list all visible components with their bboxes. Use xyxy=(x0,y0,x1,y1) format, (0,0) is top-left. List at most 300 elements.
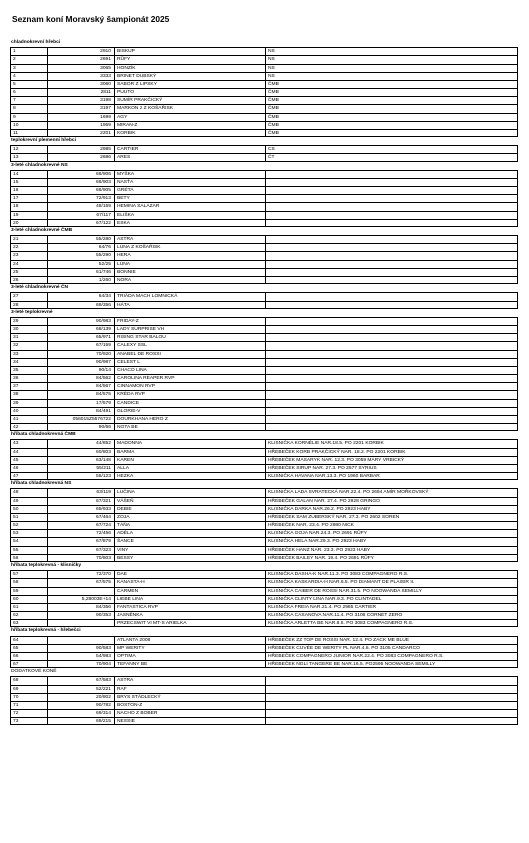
registration-number-cell: 90/987 xyxy=(47,358,114,366)
horse-name-cell: BARMA xyxy=(114,448,265,456)
section-label: hříbata teplokrevná - hřebečci xyxy=(11,628,81,634)
registration-number-cell: 66/905 xyxy=(47,186,114,194)
row-number-cell: 72 xyxy=(10,709,47,717)
table-row xyxy=(10,186,519,194)
horse-name-cell: ADÉLA xyxy=(114,529,265,537)
table-row xyxy=(10,317,519,325)
horse-name-cell: BRYS STÁDLECKÝ xyxy=(114,693,265,701)
registration-number-cell: 55/280 xyxy=(47,235,114,243)
row-number-cell: 63 xyxy=(10,619,47,627)
note-cell: NS xyxy=(265,72,518,80)
horse-name-cell: CANDICE xyxy=(114,399,265,407)
horse-name-cell: ASTRA xyxy=(114,235,265,243)
horse-name-cell: BONNIE xyxy=(114,268,265,276)
note-cell xyxy=(265,186,518,194)
horse-name-cell: ŠANCE xyxy=(114,537,265,545)
horse-name-cell: RŮFY xyxy=(114,55,265,63)
row-number-cell: 9 xyxy=(10,113,47,121)
row-number-cell: 69 xyxy=(10,685,47,693)
table-row xyxy=(10,439,519,447)
registration-number-cell xyxy=(47,619,114,627)
note-cell: HŘEBEČEK BAILEY NAR. 19.4. PO 2691 RŮFY xyxy=(265,554,518,562)
registration-number-cell: 90/583 xyxy=(47,644,114,652)
row-number-cell: 67 xyxy=(10,660,47,668)
registration-number-cell: 67/159 xyxy=(47,341,114,349)
table-row xyxy=(10,72,519,80)
table-row xyxy=(10,709,519,717)
table-row xyxy=(10,325,519,333)
registration-number-cell: 55/211 xyxy=(47,464,114,472)
registration-number-cell: 1/260 xyxy=(47,276,114,284)
registration-number-cell: 67/117 xyxy=(47,211,114,219)
section-header xyxy=(10,227,519,235)
table-row xyxy=(10,472,519,480)
note-cell: HŘEBEČEK MASARYK NAR. 12.3. PO 3059 MARY VRBICKÝ xyxy=(265,456,518,464)
note-cell: HŘEBEČEK CUVÉE DE WERITY PL NAR.4.6. PO 3105 CANDARCO xyxy=(265,644,518,652)
row-number-cell: 50 xyxy=(10,505,47,513)
registration-number-cell: 70/904 xyxy=(47,660,114,668)
registration-number-cell: 90/14 xyxy=(47,366,114,374)
registration-number-cell: 3060 xyxy=(47,80,114,88)
horse-name-cell: KRÉDA RVP xyxy=(114,390,265,398)
note-cell: HŘEBEČEK COMPAGNERO JUNIOR NAR.22.4. PO 3083 COMPAGNERO R.S. xyxy=(265,652,518,660)
horse-name-cell: DOURKHANA HERO Z xyxy=(114,415,265,423)
table-row xyxy=(10,243,519,251)
section-label: 3-leté chladnokrevné ČMB xyxy=(11,227,73,233)
registration-number-cell xyxy=(47,636,114,644)
horse-name-cell: CHACO LINA xyxy=(114,366,265,374)
horse-name-cell: CALEXY SSL xyxy=(114,341,265,349)
registration-number-cell: 3197 xyxy=(47,104,114,112)
note-cell: NS xyxy=(265,55,518,63)
row-number-cell: 47 xyxy=(10,472,47,480)
horse-name-cell: ZOJA xyxy=(114,513,265,521)
section-label: teplokrevní plemenní hřebci xyxy=(11,138,76,144)
note-cell: HŘEBEČEK KORB PRAKČICKÝ NAR. 18.2. PO 2201 KORBIK xyxy=(265,448,518,456)
horse-name-cell: CAROLINA REAPER RVP xyxy=(114,374,265,382)
note-cell xyxy=(265,374,518,382)
row-number-cell: 21 xyxy=(10,235,47,243)
horse-name-cell: LIEBE LINA xyxy=(114,595,265,603)
registration-number-cell: 55/123 xyxy=(47,472,114,480)
registration-number-cell: 67/879 xyxy=(47,537,114,545)
note-cell xyxy=(265,333,518,341)
horse-name-cell: DEBIE xyxy=(114,505,265,513)
note-cell: ČMB xyxy=(265,129,518,137)
table-row xyxy=(10,145,519,153)
horse-name-cell: SUMÍR PRAKČICKÝ xyxy=(114,96,265,104)
note-cell xyxy=(265,260,518,268)
section-label: DODATKOVÉ KONĚ xyxy=(11,669,57,675)
table-row xyxy=(10,88,519,96)
table-row xyxy=(10,587,519,595)
note-cell: ČMB xyxy=(265,80,518,88)
registration-number-cell: 2811 xyxy=(47,88,114,96)
note-cell xyxy=(265,423,518,431)
table-row xyxy=(10,521,519,529)
note-cell: KLISNIČKA CLINTY LINA NAR.9.3. PO CLINTADEL xyxy=(265,595,518,603)
table-row xyxy=(10,456,519,464)
table-row xyxy=(10,423,519,431)
registration-number-cell: 55/290 xyxy=(47,251,114,259)
note-cell: HŘEBEČEK GALAN NAR. 27.4. PO 2928 GRINGO xyxy=(265,497,518,505)
registration-number-cell: 84/567 xyxy=(47,382,114,390)
note-cell xyxy=(265,178,518,186)
row-number-cell: 26 xyxy=(10,276,47,284)
note-cell: ČMB xyxy=(265,104,518,112)
row-number-cell: 17 xyxy=(10,194,47,202)
horse-name-cell: ARES xyxy=(114,153,265,161)
row-number-cell: 29 xyxy=(10,317,47,325)
horse-name-cell: BISKUP xyxy=(114,47,265,55)
table-row xyxy=(10,546,519,554)
row-number-cell: 46 xyxy=(10,464,47,472)
note-cell xyxy=(265,276,518,284)
horse-name-cell: NESSIE xyxy=(114,717,265,725)
registration-number-cell: 90/782 xyxy=(47,701,114,709)
row-number-cell: 53 xyxy=(10,529,47,537)
table-row xyxy=(10,578,519,586)
registration-number-cell: 67/321 xyxy=(47,497,114,505)
note-cell xyxy=(265,415,518,423)
row-number-cell: 19 xyxy=(10,211,47,219)
row-number-cell: 54 xyxy=(10,537,47,545)
table-row xyxy=(10,47,519,55)
horse-name-cell: AGY xyxy=(114,113,265,121)
note-cell xyxy=(265,194,518,202)
horse-name-cell: ALLA xyxy=(114,464,265,472)
registration-number-cell xyxy=(47,587,114,595)
note-cell xyxy=(265,211,518,219)
row-number-cell: 62 xyxy=(10,611,47,619)
registration-number-cell: 3198 xyxy=(47,96,114,104)
horse-name-cell: VINY xyxy=(114,546,265,554)
registration-number-cell: 69/356 xyxy=(47,301,114,309)
horse-name-cell: FRIDAY-Z xyxy=(114,317,265,325)
note-cell: KLISNIČKA KORNÉLIE NAR.18.5. PO 2201 KORBIK xyxy=(265,439,518,447)
note-cell: ČT xyxy=(265,153,518,161)
row-number-cell: 59 xyxy=(10,587,47,595)
horse-name-cell: FANTASTICA RVP xyxy=(114,603,265,611)
registration-number-cell: 64/76 xyxy=(47,243,114,251)
registration-number-cell: 65/971 xyxy=(47,333,114,341)
note-cell: KLISNIČKA DASHA-K NAR.11.3. PO 3083 COMPAGNERO R.S. xyxy=(265,570,518,578)
horse-name-cell: LUČINA xyxy=(114,488,265,496)
registration-number-cell: 44/852 xyxy=(47,439,114,447)
horse-name-cell: PUUTO xyxy=(114,88,265,96)
registration-number-cell: 54/983 xyxy=(47,652,114,660)
row-number-cell: 15 xyxy=(10,178,47,186)
table-row xyxy=(10,701,519,709)
horse-name-cell: BRINET DUBSKÝ xyxy=(114,72,265,80)
table-row xyxy=(10,513,519,521)
row-number-cell: 38 xyxy=(10,390,47,398)
registration-number-cell: 84/356 xyxy=(47,603,114,611)
table-row xyxy=(10,570,519,578)
note-cell: CS xyxy=(265,145,518,153)
row-number-cell: 57 xyxy=(10,570,47,578)
registration-number-cell: 64/34 xyxy=(47,292,114,300)
horse-name-cell: NASŤA xyxy=(114,178,265,186)
table-row xyxy=(10,366,519,374)
page-title: Seznam koní Moravský šampionát 2025 xyxy=(12,14,170,24)
row-number-cell: 40 xyxy=(10,407,47,415)
note-cell xyxy=(265,709,518,717)
registration-number-cell: 2201 xyxy=(47,129,114,137)
note-cell xyxy=(265,268,518,276)
section-header xyxy=(10,627,519,635)
table-row xyxy=(10,178,519,186)
horse-name-cell: TRIÁDA MACH LOMNICKÁ xyxy=(114,292,265,300)
table-row xyxy=(10,407,519,415)
row-number-cell: 55 xyxy=(10,546,47,554)
horse-name-cell: NOTA BE xyxy=(114,423,265,431)
row-number-cell: 73 xyxy=(10,717,47,725)
row-number-cell: 61 xyxy=(10,603,47,611)
row-number-cell: 20 xyxy=(10,219,47,227)
section-header xyxy=(10,562,519,570)
note-cell xyxy=(265,317,518,325)
note-cell xyxy=(265,251,518,259)
note-cell xyxy=(265,292,518,300)
row-number-cell: 58 xyxy=(10,578,47,586)
row-number-cell: 16 xyxy=(10,186,47,194)
horse-name-cell: LADY SURPRISE VH xyxy=(114,325,265,333)
registration-number-cell: 90/983 xyxy=(47,317,114,325)
table-row xyxy=(10,537,519,545)
registration-number-cell: 67/122 xyxy=(47,219,114,227)
table-row xyxy=(10,292,519,300)
section-label: hříbata chladnokrevná NS xyxy=(11,481,72,487)
table-row xyxy=(10,113,519,121)
note-cell xyxy=(265,219,518,227)
horse-name-cell: HERA xyxy=(114,251,265,259)
note-cell xyxy=(265,202,518,210)
note-cell xyxy=(265,301,518,309)
note-cell: HŘEBEČEK ZZ TOP DE ROSSI NAR. 12.4. PO ZACK ME BLUE xyxy=(265,636,518,644)
note-cell: ČMB xyxy=(265,121,518,129)
horse-name-cell: HONZÍK xyxy=(114,64,265,72)
note-cell xyxy=(265,676,518,684)
horse-name-cell: LUNA Z KOŠAŘISK xyxy=(114,243,265,251)
horse-name-cell: MIRAN-Z xyxy=(114,121,265,129)
note-cell: HŘEBEČEK SAM ZUBERSKÝ NAR. 27.3. PO 2602 SOREN xyxy=(265,513,518,521)
section-header xyxy=(10,668,519,676)
row-number-cell: 70 xyxy=(10,693,47,701)
row-number-cell: 68 xyxy=(10,676,47,684)
section-label: chladnokrevní hřebci xyxy=(11,40,61,45)
note-cell: KLISNIČKA HELA NAR.29.3. PO 2923 HABY xyxy=(265,537,518,545)
horse-name-cell: BOSTON-Z xyxy=(114,701,265,709)
table-row xyxy=(10,382,519,390)
note-cell: KLISNIČKA DARKA NAR.26.2. PO 2923 HABY xyxy=(265,505,518,513)
row-number-cell: 52 xyxy=(10,521,47,529)
table-row xyxy=(10,268,519,276)
horse-name-cell: LUNA xyxy=(114,260,265,268)
registration-number-cell: 52/25 xyxy=(47,260,114,268)
note-cell: ČMB xyxy=(265,96,518,104)
section-label: 3-leté teplokrevné xyxy=(11,309,53,315)
registration-number-cell: 84/575 xyxy=(47,390,114,398)
registration-number-cell: 20/802 xyxy=(47,693,114,701)
row-number-cell: 1 xyxy=(10,47,47,55)
registration-number-cell: 5,28003E+14 xyxy=(47,595,114,603)
registration-number-cell: 1959 xyxy=(47,121,114,129)
note-cell xyxy=(265,407,518,415)
table-row xyxy=(10,350,519,358)
horse-name-cell: GRÉTA xyxy=(114,186,265,194)
table-row xyxy=(10,693,519,701)
table-row xyxy=(10,301,519,309)
registration-number-cell: 90/66 xyxy=(47,423,114,431)
table-row xyxy=(10,96,519,104)
table-row xyxy=(10,660,519,668)
horse-name-cell: DAE xyxy=(114,570,265,578)
table-row xyxy=(10,194,519,202)
table-row xyxy=(10,448,519,456)
registration-number-cell: 63/148 xyxy=(47,456,114,464)
table-row xyxy=(10,153,519,161)
row-number-cell: 43 xyxy=(10,439,47,447)
note-cell: NS xyxy=(265,64,518,72)
registration-number-cell: 3065 xyxy=(47,64,114,72)
registration-number-cell: 2686 xyxy=(47,153,114,161)
table-row xyxy=(10,104,519,112)
table-row xyxy=(10,529,519,537)
row-number-cell: 25 xyxy=(10,268,47,276)
row-number-cell: 66 xyxy=(10,652,47,660)
note-cell: KLISNIČKA LADA SVRATECKÁ NAR.22.4. PO 2694 AMÍR MOŘKOVSKÝ xyxy=(265,488,518,496)
row-number-cell: 2 xyxy=(10,55,47,63)
section-label: 3-leté chladnokrevné ČN xyxy=(11,285,69,291)
note-cell: KLISNIČKA FREIA NAR.21.4. PO 2985 CARTIER xyxy=(265,603,518,611)
row-number-cell: 49 xyxy=(10,497,47,505)
registration-number-cell: 66/903 xyxy=(47,178,114,186)
note-cell xyxy=(265,390,518,398)
section-label: hříbata chladnokrevná ČMB xyxy=(11,432,76,438)
registration-number-cell: 2985 xyxy=(47,145,114,153)
row-number-cell: 36 xyxy=(10,374,47,382)
row-number-cell: 44 xyxy=(10,448,47,456)
row-number-cell: 30 xyxy=(10,325,47,333)
registration-number-cell: 48/159 xyxy=(47,202,114,210)
table-row xyxy=(10,464,519,472)
note-cell xyxy=(265,235,518,243)
note-cell: HŘEBEČEK HANZ NAR. 23.3. PO 2923 HABY xyxy=(265,546,518,554)
horse-name-cell: RISING STAR BALOU xyxy=(114,333,265,341)
table-row xyxy=(10,129,519,137)
table-row xyxy=(10,219,519,227)
row-number-cell: 3 xyxy=(10,64,47,72)
horse-name-cell: HÁTA xyxy=(114,301,265,309)
registration-number-cell: 69/215 xyxy=(47,717,114,725)
horse-name-cell: SABOR Z LIPSKY xyxy=(114,80,265,88)
note-cell xyxy=(265,717,518,725)
registration-number-cell: 67/583 xyxy=(47,676,114,684)
horse-name-cell: ANABEL DE ROSSI xyxy=(114,350,265,358)
registration-number-cell: 67/323 xyxy=(47,546,114,554)
row-number-cell: 42 xyxy=(10,423,47,431)
table-row xyxy=(10,333,519,341)
horse-name-cell: VÁŠEŇ xyxy=(114,497,265,505)
registration-number-cell: 72/456 xyxy=(47,529,114,537)
horse-name-cell: MP WERITY xyxy=(114,644,265,652)
row-number-cell: 65 xyxy=(10,644,47,652)
section-header xyxy=(10,137,519,145)
note-cell xyxy=(265,325,518,333)
table-row xyxy=(10,415,519,423)
table-row xyxy=(10,251,519,259)
row-number-cell: 13 xyxy=(10,153,47,161)
horse-name-cell: RAF xyxy=(114,685,265,693)
note-cell xyxy=(265,382,518,390)
row-number-cell: 28 xyxy=(10,301,47,309)
row-number-cell: 22 xyxy=(10,243,47,251)
row-number-cell: 7 xyxy=(10,96,47,104)
note-cell xyxy=(265,350,518,358)
row-number-cell: 31 xyxy=(10,333,47,341)
row-number-cell: 12 xyxy=(10,145,47,153)
table-row xyxy=(10,619,519,627)
horse-name-cell: NACHO Z BOBER xyxy=(114,709,265,717)
registration-number-cell: 68/139 xyxy=(47,325,114,333)
table-row xyxy=(10,80,519,88)
table-row xyxy=(10,497,519,505)
table-row xyxy=(10,260,519,268)
row-number-cell: 45 xyxy=(10,456,47,464)
note-cell xyxy=(265,243,518,251)
row-number-cell: 11 xyxy=(10,129,47,137)
row-number-cell: 6 xyxy=(10,88,47,96)
table-row xyxy=(10,235,519,243)
registration-number-cell: 84/491 xyxy=(47,407,114,415)
table-row xyxy=(10,55,519,63)
horse-name-cell: CINNAMON RVP xyxy=(114,382,265,390)
table-row xyxy=(10,64,519,72)
note-cell xyxy=(265,341,518,349)
horse-name-cell: PRZECSWIT VI MT-S ARIELKA xyxy=(114,619,265,627)
registration-number-cell: 2910 xyxy=(47,47,114,55)
registration-number-cell: 63/119 xyxy=(47,488,114,496)
horse-name-cell: CARMEN xyxy=(114,587,265,595)
horse-name-cell: TEFANNY BE xyxy=(114,660,265,668)
table-row xyxy=(10,652,519,660)
table-row xyxy=(10,488,519,496)
horse-name-cell: CARTIER xyxy=(114,145,265,153)
row-number-cell: 14 xyxy=(10,170,47,178)
horse-name-cell: HEZKA xyxy=(114,472,265,480)
row-number-cell: 35 xyxy=(10,366,47,374)
registration-number-cell: 72/370 xyxy=(47,570,114,578)
table-row xyxy=(10,341,519,349)
registration-number-cell: 69/314 xyxy=(47,709,114,717)
horse-name-cell: KORBIK xyxy=(114,129,265,137)
registration-number-cell: 056015Z5576722 xyxy=(47,415,114,423)
horse-name-cell: BESSY xyxy=(114,554,265,562)
horse-list-table xyxy=(10,39,519,725)
horse-name-cell: TÁŇA xyxy=(114,521,265,529)
table-row xyxy=(10,399,519,407)
horse-name-cell: MARKON z Z KOŠAŘISK xyxy=(114,104,265,112)
horse-name-cell: OPTIMA xyxy=(114,652,265,660)
registration-number-cell: 1699 xyxy=(47,113,114,121)
row-number-cell: 5 xyxy=(10,80,47,88)
table-row xyxy=(10,170,519,178)
registration-number-cell: 67/724 xyxy=(47,521,114,529)
horse-name-cell: MADONNA xyxy=(114,439,265,447)
note-cell: KLISNIČKA ARLETTA BE NAR.8.5. PO 3083 COMPAGNERO R.S. xyxy=(265,619,518,627)
note-cell xyxy=(265,399,518,407)
